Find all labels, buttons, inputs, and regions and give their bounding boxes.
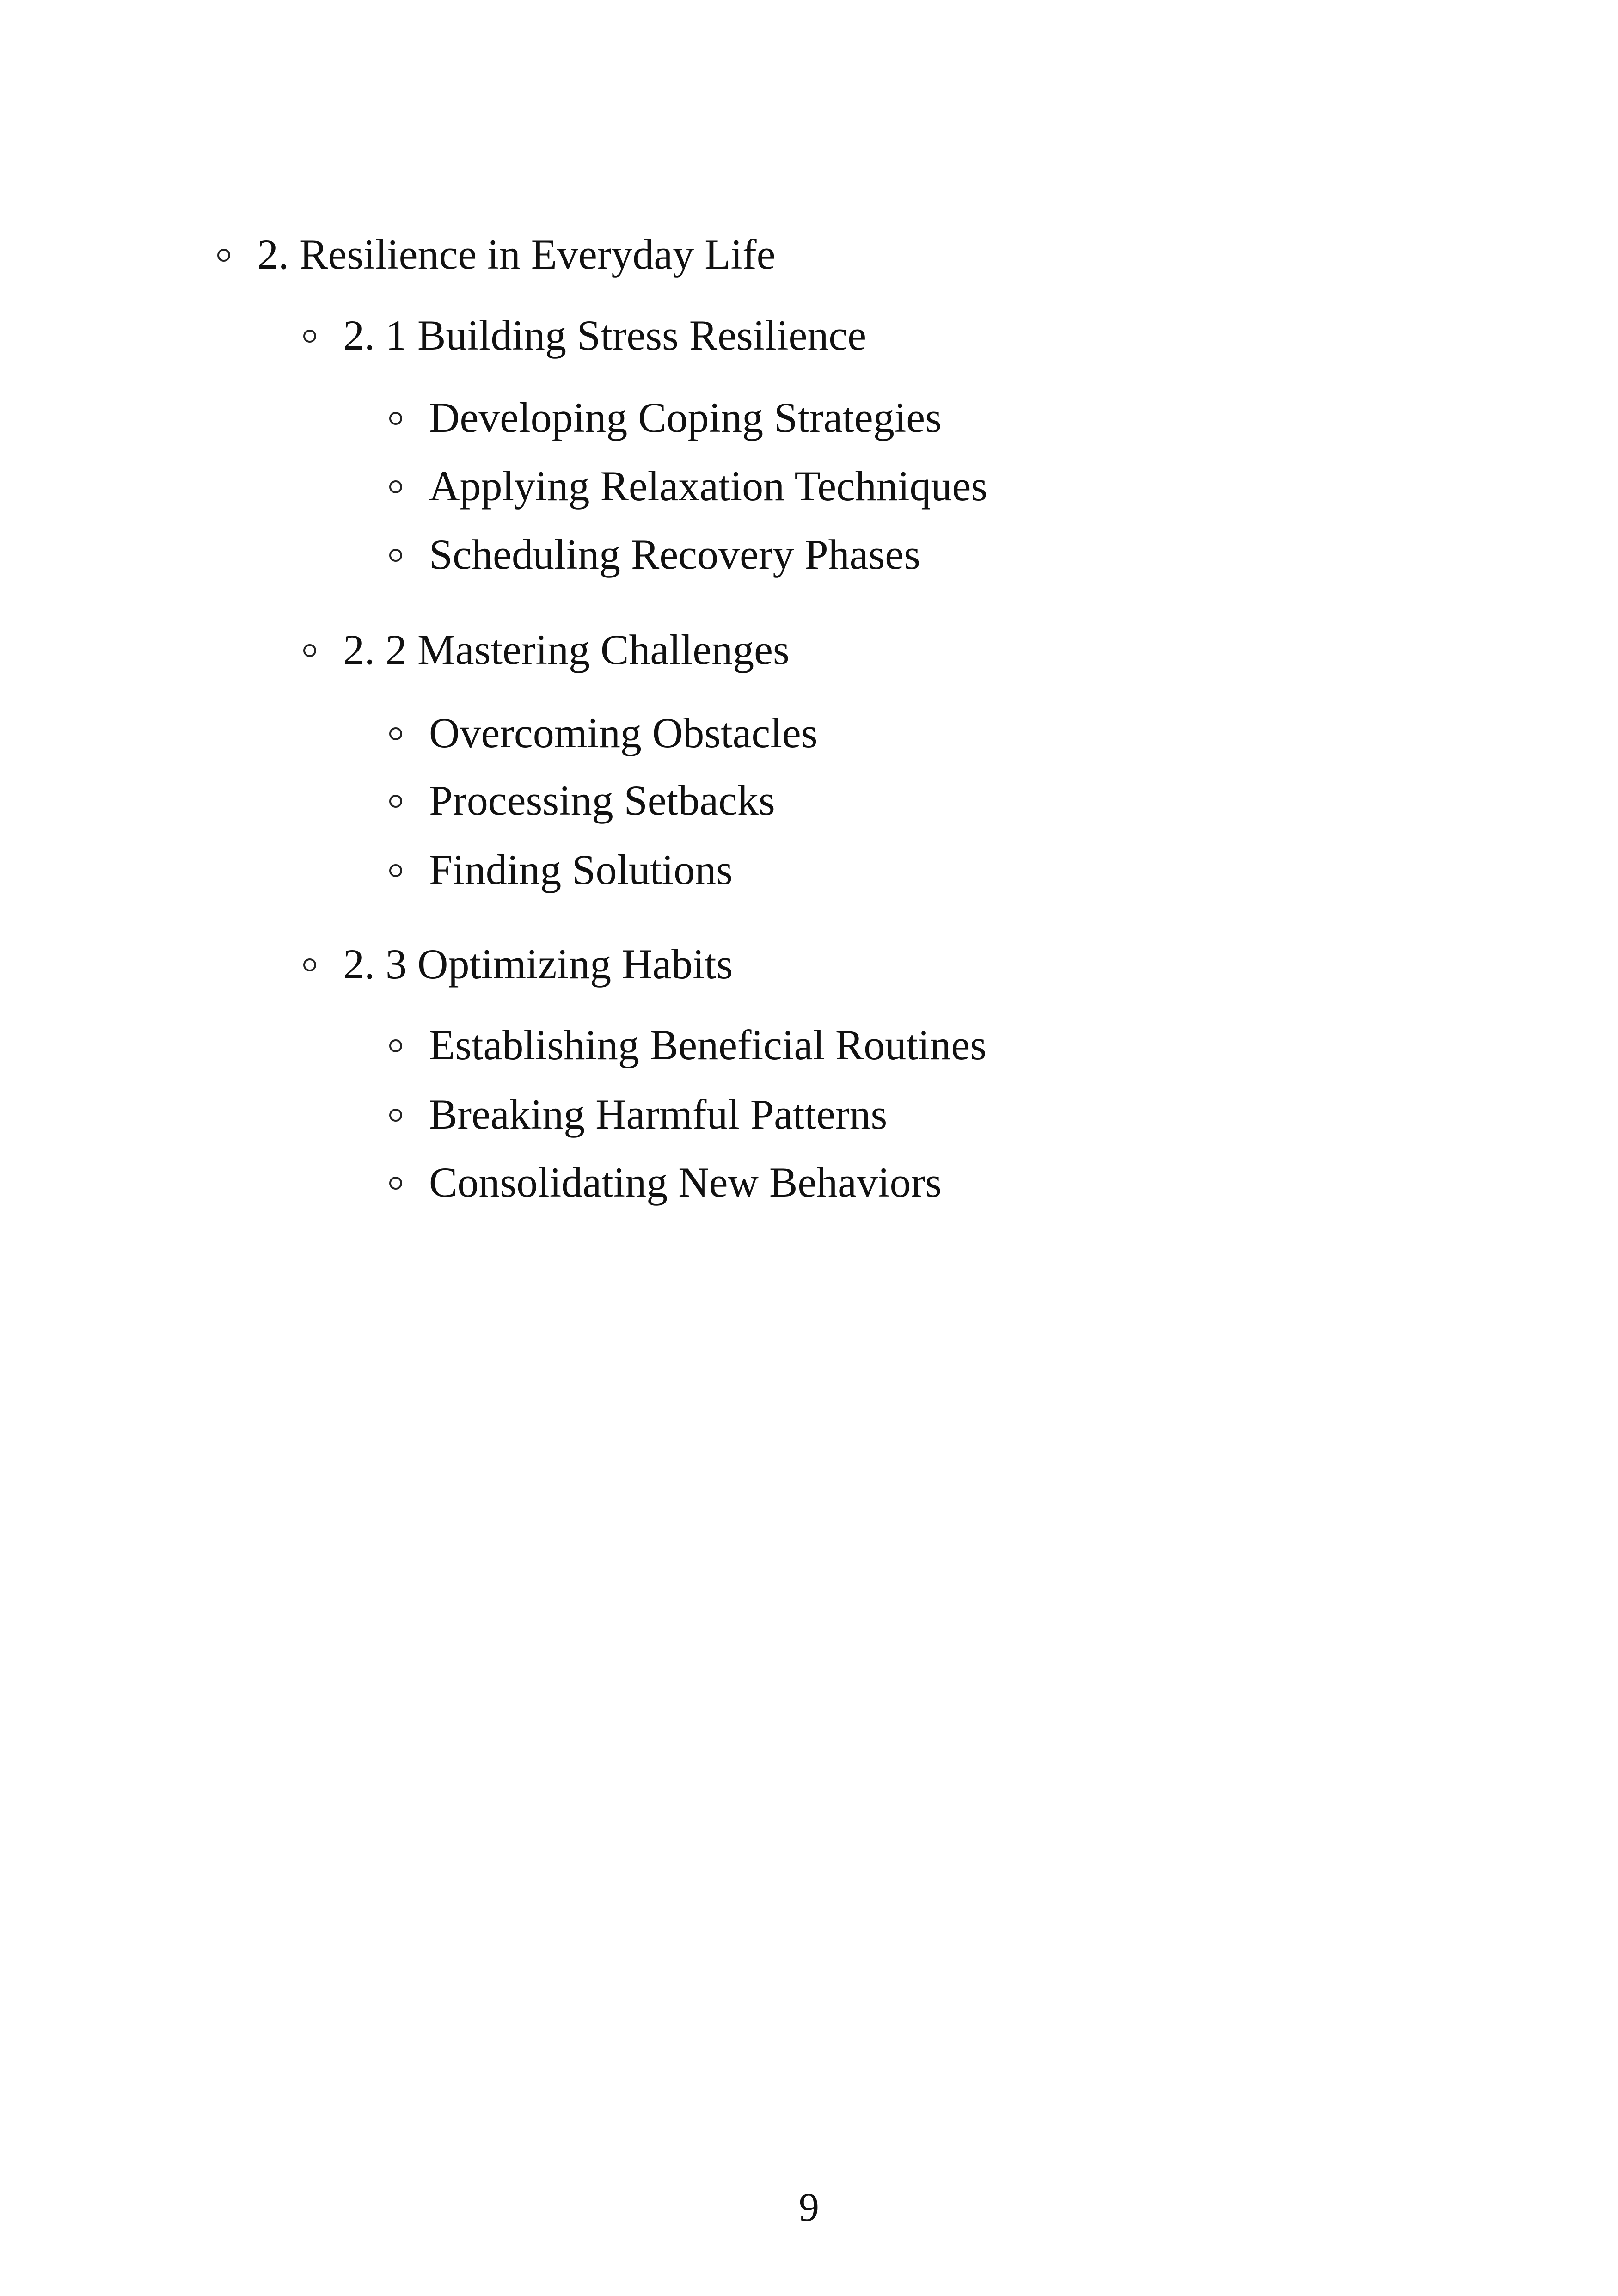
outline-level3-item [389,844,733,895]
hollow-circle-bullet-icon [303,644,316,657]
section-heading: 2. 1 Building Stress Resilience [343,312,867,359]
outline-level3-item [389,1019,987,1070]
outline-level2-item [303,624,790,675]
subsection-item: Establishing Beneficial Routines [429,1021,987,1068]
outline-level3-item [389,529,920,580]
hollow-circle-bullet-icon [389,727,402,740]
hollow-circle-bullet-icon [303,958,316,971]
hollow-circle-bullet-icon [303,330,316,343]
outline-level3-item [389,707,818,758]
outline-level3-item [389,460,988,511]
hollow-circle-bullet-icon [389,864,402,877]
outline-level2-item [303,310,867,361]
hollow-circle-bullet-icon [217,249,230,262]
section-heading: 2. 2 Mastering Challenges [343,626,790,673]
subsection-item: Overcoming Obstacles [429,709,818,756]
subsection-item: Consolidating New Behaviors [429,1159,942,1206]
subsection-item: Developing Coping Strategies [429,394,942,441]
subsection-item: Applying Relaxation Techniques [429,462,988,510]
hollow-circle-bullet-icon [389,480,402,493]
outline-level1-item [217,229,776,280]
page-number: 9 [799,2185,819,2230]
subsection-item: Breaking Harmful Patterns [429,1091,888,1138]
outline-level3-item [389,775,775,826]
outline-level3-item [389,1089,888,1140]
hollow-circle-bullet-icon [389,1177,402,1190]
subsection-item: Scheduling Recovery Phases [429,531,920,578]
hollow-circle-bullet-icon [389,1039,402,1052]
chapter-title: 2. Resilience in Everyday Life [257,231,776,278]
hollow-circle-bullet-icon [389,795,402,808]
outline-level3-item [389,392,942,443]
section-heading: 2. 3 Optimizing Habits [343,940,733,988]
subsection-item: Processing Setbacks [429,777,775,824]
hollow-circle-bullet-icon [389,412,402,425]
outline-level3-item [389,1157,942,1208]
subsection-item: Finding Solutions [429,846,733,893]
hollow-circle-bullet-icon [389,549,402,562]
hollow-circle-bullet-icon [389,1109,402,1122]
outline-level2-item [303,939,733,989]
